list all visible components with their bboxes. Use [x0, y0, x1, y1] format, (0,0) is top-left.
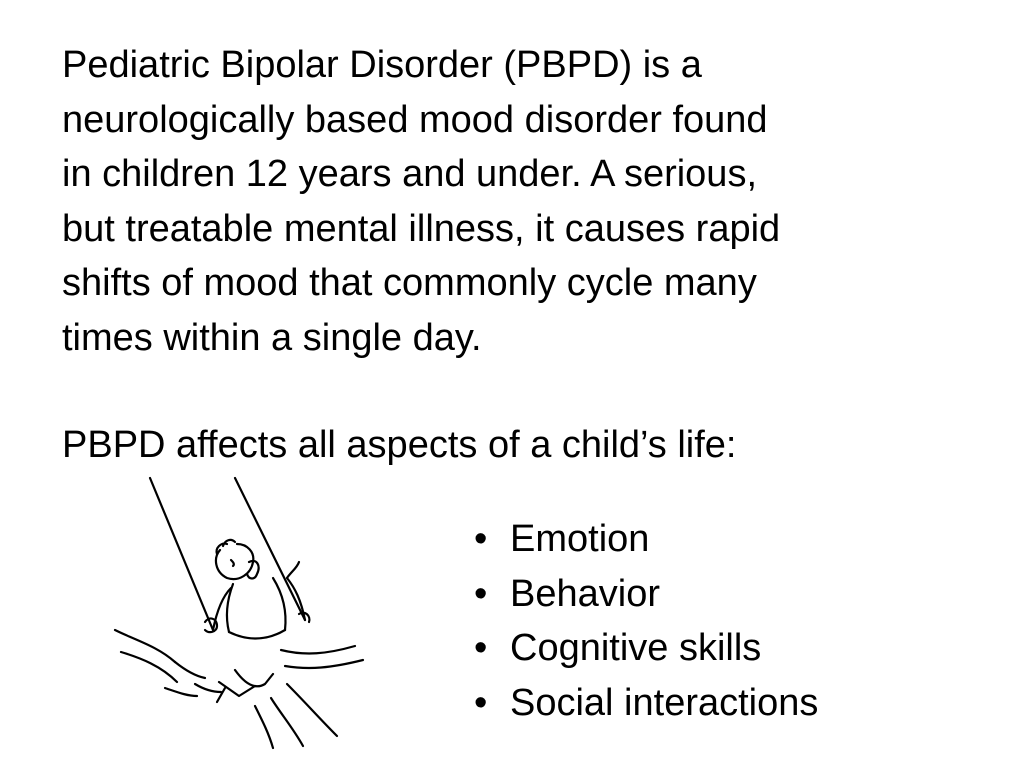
bullet-icon: •	[474, 518, 488, 560]
list-item-label: Social interactions	[510, 681, 819, 724]
intro-paragraph	[62, 38, 962, 365]
intro-line: in children 12 years and under. A serious,	[62, 153, 758, 195]
intro-line: shifts of mood that commonly cycle many	[62, 262, 757, 304]
affects-heading: PBPD affects all aspects of a child’s life:	[62, 424, 737, 466]
intro-line: neurologically based mood disorder found	[62, 98, 768, 141]
list-item	[470, 567, 818, 622]
bullet-icon: •	[474, 627, 488, 669]
intro-line: but treatable mental illness, it causes rapid	[62, 207, 781, 250]
child-on-swing-icon	[105, 470, 375, 750]
intro-line: Pediatric Bipolar Disorder (PBPD) is a	[62, 44, 702, 86]
bullet-icon: •	[474, 681, 488, 724]
intro-line: times within a single day.	[62, 316, 482, 359]
list-item-label: Emotion	[510, 518, 650, 560]
aspects-list	[470, 512, 818, 730]
list-item	[470, 676, 818, 731]
bullet-icon: •	[474, 572, 488, 615]
list-item-label: Cognitive skills	[510, 627, 762, 669]
list-item-label: Behavior	[510, 572, 660, 615]
list-item	[470, 621, 818, 676]
list-item	[470, 512, 818, 567]
